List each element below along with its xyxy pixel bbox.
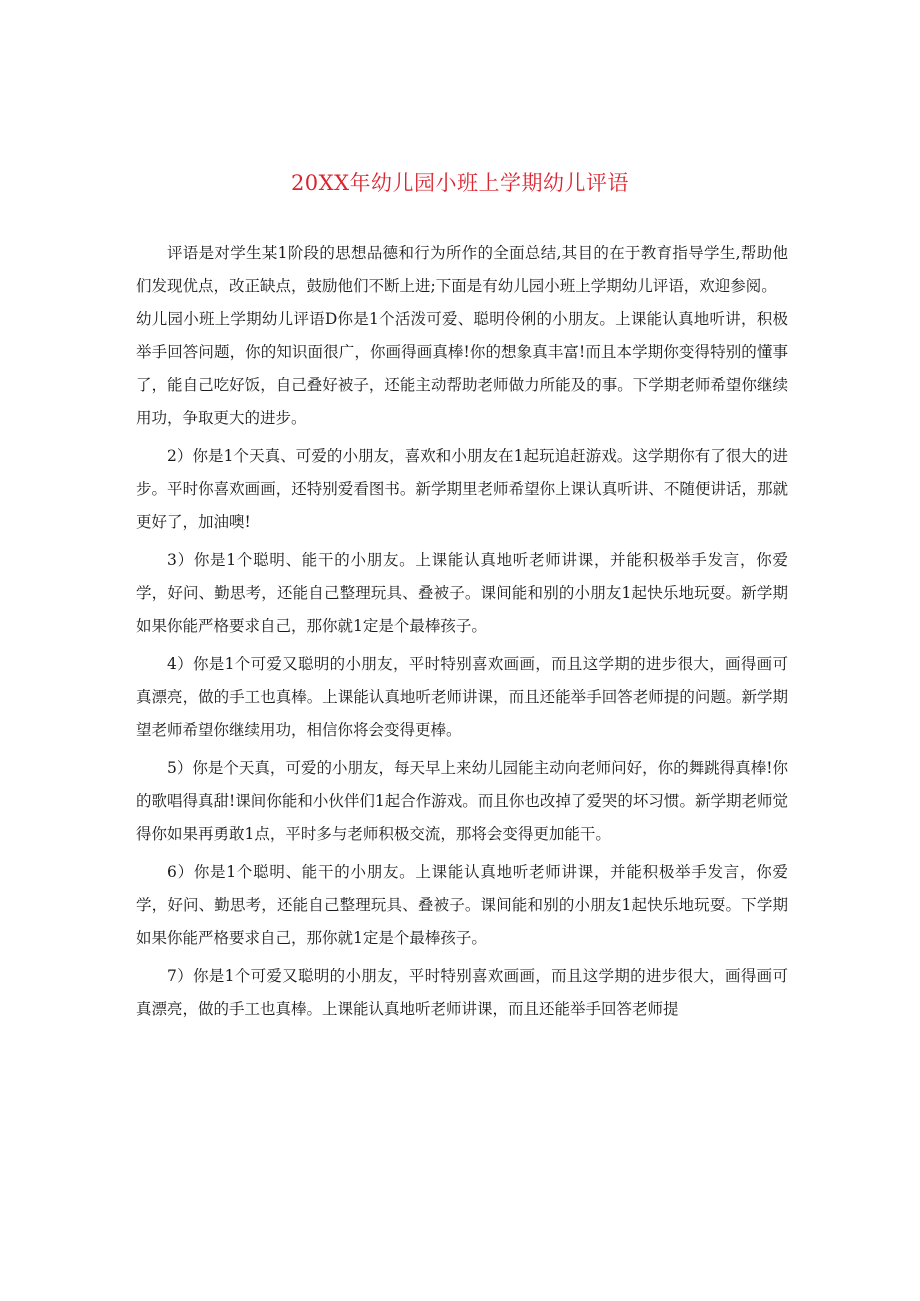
paragraph-comment-7: 7）你是1个可爱又聪明的小朋友，平时特别喜欢画画，而且这学期的进步很大，画得画可真漂亮，做的手工也真棒。上课能认真地听老师讲课，而且还能举手回答老师提	[136, 967, 788, 1018]
paragraph-comment-6: 6）你是1个聪明、能干的小朋友。上课能认真地听老师讲课，并能积极举手发言，你爱学，好问、勤思考，还能自己整理玩具、叠被子。课间能和别的小朋友1起快乐地玩耍。下学期如果你能严格要求自己，那你就1定是个最棒孩子。	[136, 863, 788, 947]
paragraph-comment-5: 5）你是个天真，可爱的小朋友，每天早上来幼儿园能主动向老师问好，你的舞跳得真棒!你的歌唱得真甜!课间你能和小伙伴们1起合作游戏。而且你也改掉了爱哭的坏习惯。新学期老师觉得你如果再勇敢1点，平时多与老师积极交流，那将会变得更加能干。	[136, 759, 788, 843]
paragraph-comment-2: 2）你是1个天真、可爱的小朋友，喜欢和小朋友在1起玩追赶游戏。这学期你有了很大的进步。平时你喜欢画画，还特别爱看图书。新学期里老师希望你上课认真听讲、不随便讲话，那就更好了，加油噢!	[136, 447, 788, 531]
paragraph-comment-1: 幼儿园小班上学期幼儿评语D你是1个活泼可爱、聪明伶俐的小朋友。上课能认真地听讲，积极举手回答问题，你的知识面很广，你画得画真棒!你的想象真丰富!而且本学期你变得特别的懂事了，能自己吃好饭，自己叠好被子，还能主动帮助老师做力所能及的事。下学期老师希望你继续用功，争取更大的进步。	[136, 310, 788, 427]
paragraph-intro: 评语是对学生某1阶段的思想品德和行为所作的全面总结,其目的在于教育指导学生,帮助他们发现优点，改正缺点，鼓励他们不断上进;下面是有幼儿园小班上学期幼儿评语，欢迎参阅。	[136, 244, 788, 295]
document-title: 20XX年幼儿园小班上学期幼儿评语	[290, 171, 630, 195]
document-body	[136, 237, 788, 1026]
paragraph-comment-3: 3）你是1个聪明、能干的小朋友。上课能认真地听老师讲课，并能积极举手发言，你爱学，好问、勤思考，还能自己整理玩具、叠被子。课间能和别的小朋友1起快乐地玩耍。新学期如果你能严格要求自己，那你就1定是个最棒孩子。	[136, 551, 788, 635]
paragraph-comment-4: 4）你是1个可爱又聪明的小朋友，平时特别喜欢画画，而且这学期的进步很大，画得画可真漂亮，做的手工也真棒。上课能认真地听老师讲课，而且还能举手回答老师提的问题。新学期望老师希望你继续用功，相信你将会变得更棒。	[136, 655, 788, 739]
